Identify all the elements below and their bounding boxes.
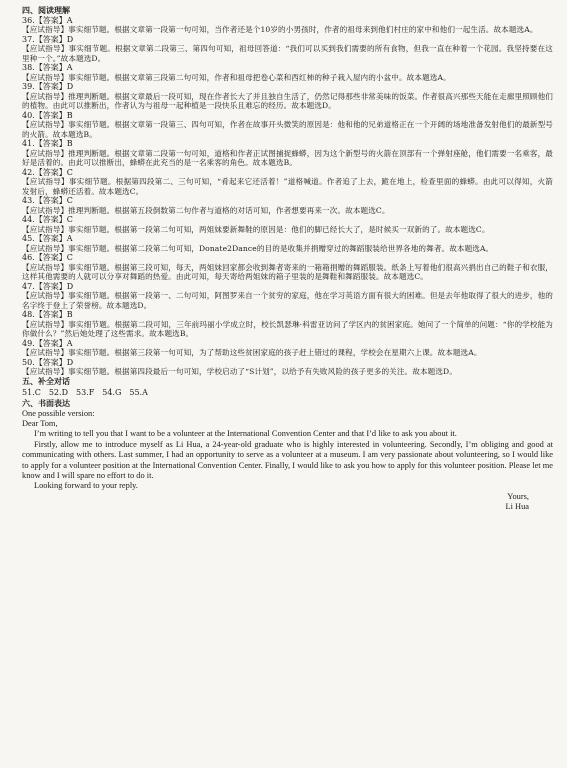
explanation-text: 【应试指导】事实细节题。根据第二段可知，三年前玛丽小学成立时，校长凯瑟琳·科雷亚访问了学区内的贫困家庭。她问了一个简单的问题：“你的学校能为你做什么？”然后她处理了这些需求。故本题选B。 <box>22 319 553 338</box>
answer-line <box>22 16 553 26</box>
question-item <box>22 282 553 311</box>
question-number: 45. <box>22 234 35 243</box>
answer-label: 【答案】B <box>34 110 73 120</box>
explanation-text: 【应试指导】事实细节题。根据文章第一段第一句可知，当作者还是个10岁的小男孩时，作者的祖母来到他们村庄的家中和他们一起生活。故本题选A。 <box>22 25 538 34</box>
explanation-text: 【应试指导】推理判断题。根据文章第二段第一句可知，道格和作者正试图捕捉蜂蟒，因为这个新型号的火箭在顶部有一个弹射座舱，他们需要一名乘客，最好是活着的。由此可以推断出，蜂蟒在此充当的是一名乘客的角色。故本题选B。 <box>22 148 553 167</box>
answer-label: 【答案】A <box>34 234 73 243</box>
section-title-writing: 六、书面表达 <box>22 398 70 408</box>
essay-paragraph-1: I’m writing to tell you that I want to be a volunteer at the International Convention Center and that I’d like to ask you about it. <box>34 429 457 439</box>
essay-paragraph-3: Looking forward to your reply. <box>34 481 138 491</box>
answer-line <box>22 111 553 121</box>
question-item <box>22 63 553 82</box>
answer-line <box>22 215 553 225</box>
section-title-dialogue: 五、补全对话 <box>22 375 70 386</box>
explanation-text: 【应试指导】事实细节题。根据文章第二段第三、第四句可知，祖母回答道：“我们可以买到我们需要的所有食物，但我一直在种着一个花园。我坚持要在这里种一个。”故本题选D。 <box>22 44 553 63</box>
question-number: 47. <box>22 281 35 291</box>
question-number: 44. <box>22 215 35 224</box>
essay-closing: Yours, <box>507 491 529 501</box>
question-item <box>22 35 553 64</box>
answer-line <box>22 253 553 263</box>
explanation-text: 【应试指导】事实细节题。根据文章第三段第二句可知，作者和祖母把卷心菜和西红柿的种子栽入屋内的小盆中。故本题选A。 <box>22 72 451 82</box>
answer-label: 【答案】D <box>34 82 74 91</box>
answer-line <box>22 35 553 45</box>
explanation-text: 【应试指导】事实细节题。根据第四段最后一句可知，学校启动了“S计划”，以给予有失败风险的孩子更多的关注。故本题选D。 <box>22 367 457 376</box>
question-number: 46. <box>22 253 35 262</box>
explanation-text: 【应试指导】事实细节题。根据文章第一段第三、四句可知，作者在故事开头微笑的原因是：他和他的兄弟道格正在一个开阔的场地准备发射他们的最新型号的火箭。故本题选B。 <box>22 120 553 139</box>
question-number: 48. <box>22 310 35 319</box>
answer-label: 【答案】C <box>34 253 73 262</box>
answer-label: 【答案】B <box>34 139 73 148</box>
question-item <box>22 82 553 111</box>
question-item <box>22 168 553 197</box>
answer-label: 【答案】C <box>34 196 73 205</box>
answer-label: 【答案】B <box>34 310 73 319</box>
question-number: 38. <box>22 63 35 72</box>
essay-signature: Li Hua <box>505 502 529 512</box>
question-number: 41. <box>22 139 35 148</box>
question-item <box>22 253 553 282</box>
question-number: 37. <box>22 34 35 44</box>
answer-label: 【答案】A <box>34 15 73 25</box>
question-item <box>22 196 553 215</box>
answer-line <box>22 168 553 178</box>
explanation-text: 【应试指导】事实细节题。根据第四段第二、三句可知，“肴起来它还活着！”道格喊道。作者追了上去，跪在地上，检查里面的蜂蟒。由此可以得知，火箭发射后，蜂蟒还活着。故本题选C。 <box>22 177 553 196</box>
answer-label: 【答案】D <box>34 34 74 44</box>
answer-line <box>22 310 553 320</box>
answer-line <box>22 339 553 349</box>
answer-line <box>22 82 553 92</box>
answer-label: 【答案】D <box>34 357 74 367</box>
question-number: 49. <box>22 338 35 348</box>
answer-label: 【答案】A <box>34 338 73 348</box>
question-list <box>22 16 553 377</box>
answer-line <box>22 234 553 244</box>
question-number: 40. <box>22 110 35 120</box>
explanation-text: 【应试指导】推理判断题。根据文章最后一段可知，现在作者长大了并且独自生活了，仍然记得那些非常美味的饭菜。作者很高兴那些天能在走廊里照顾他们的植物。由此可以推断出，作者认为与祖母一起种植是一段快乐且难忘的经历。故本题选D。 <box>22 91 553 110</box>
question-item <box>22 16 553 35</box>
question-item <box>22 234 553 253</box>
essay-intro: One possible version: <box>22 408 95 418</box>
explanation-text: 【应试指导】事实细节题。根据第一段第二句可知，两姐妹要新舞鞋的原因是：他们的脚已经长大了，是时候买一双新的了。故本题选C。 <box>22 224 490 234</box>
explanation-text: 【应试指导】事实细节题。根据第三段可知，每天，两姐妹回家都会收到舞者寄来的一箱箱捐赠的舞蹈服装。纸条上写着他们很高兴捐出自己的鞋子和衣服，这样其他需要的人就可以分享对舞蹈的热爱。由此可知，每天寄给两姐妹的箱子里装的是舞鞋和舞蹈服装。故本题选C。 <box>22 262 553 281</box>
question-item <box>22 358 553 377</box>
answer-label: 【答案】D <box>34 281 74 291</box>
essay-paragraph-2: Firstly, allow me to introduce myself as Li Hua, a 24-year-old graduate who is highly interested in volunteering. Secondly, I’m obliging and good at communicating with others. Last summer, I had an opportunity to serve as a volunteer at a museum. I am very passionate about volunteering, so I would like to apply for a volunteer position at the International Convention Center. Finally, I would like to ask you how to apply for this volunteer position. Please let me know and I will spare no effort to do it. <box>22 439 553 480</box>
question-item <box>22 339 553 358</box>
question-item <box>22 139 553 168</box>
answer-line <box>22 282 553 292</box>
question-number: 39. <box>22 82 35 91</box>
question-number: 36. <box>22 15 35 25</box>
explanation-text: 【应试指导】事实细节题。根据第一段第一、二句可知，阿图罗来自一个贫穷的家庭，他在学习英语方面有很大的困难。但是去年他取得了很大的进步，他的名字终于登上了荣誉榜。故本题选D。 <box>22 291 553 310</box>
question-number: 43. <box>22 196 35 205</box>
question-number: 50. <box>22 357 35 367</box>
explanation-text: 【应试指导】事实细节题。根据第三段第一句可知，为了帮助这些贫困家庭的孩子赶上错过的课程，学校会在星期六上课。故本题选A。 <box>22 348 482 357</box>
section-title-reading: 四、阅读理解 <box>22 5 70 15</box>
question-item <box>22 111 553 140</box>
answer-line <box>22 196 553 206</box>
question-number: 42. <box>22 167 35 177</box>
question-item <box>22 310 553 339</box>
explanation-text: 【应试指导】事实细节题。根据第二段第二句可知，Donate2Dance的目的是收集并捐赠穿过的舞蹈服装给世界各地的舞者。故本题选A。 <box>22 243 494 253</box>
essay <box>22 409 553 513</box>
explanation-text: 【应试指导】推理判断题。根据第五段倒数第二句作者与道格的对话可知，作者想要再来一次。故本题选C。 <box>22 205 390 215</box>
question-item <box>22 215 553 234</box>
answer-label: 【答案】A <box>34 63 73 72</box>
answer-line <box>22 63 553 73</box>
essay-greeting: Dear Tom, <box>22 418 58 428</box>
answer-label: 【答案】C <box>34 167 73 177</box>
answer-line <box>22 358 553 368</box>
answer-line <box>22 139 553 149</box>
answer-label: 【答案】C <box>34 215 73 224</box>
dialogue-answers: 51.C 52.D 53.F 54.G 55.A <box>22 388 148 397</box>
